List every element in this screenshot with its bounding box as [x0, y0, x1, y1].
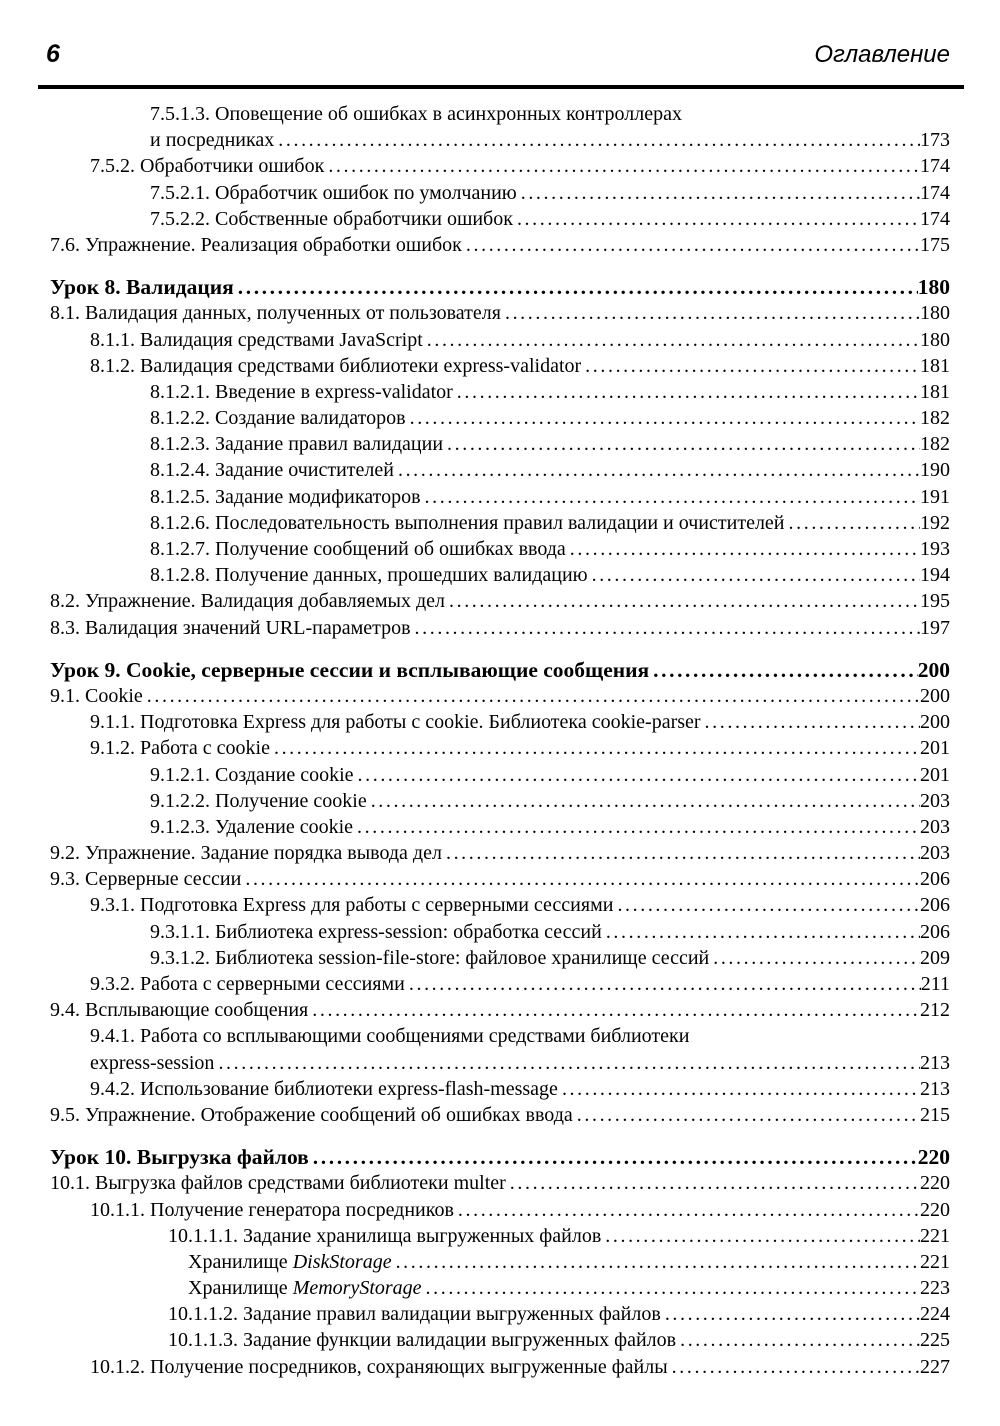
- dot-leader: [309, 1144, 918, 1170]
- entry-title: Хранилище: [188, 1277, 288, 1300]
- entry-page-number: 191: [920, 485, 950, 508]
- toc-entry: [50, 892, 950, 918]
- entry-title: 7.5.1.3. Оповещение об ошибках в асинхронных контроллерах: [150, 103, 682, 125]
- entry-page-number: 182: [920, 433, 950, 456]
- toc-entry: [50, 457, 950, 483]
- dot-leader: [785, 510, 920, 536]
- dot-leader: [506, 1170, 920, 1196]
- entry-title: 9.1.2. Работа с cookie: [90, 737, 270, 760]
- dot-leader: [394, 457, 920, 483]
- toc-entry: [50, 762, 950, 788]
- entry-page-number: 209: [920, 946, 950, 969]
- entry-title: 9.1.2.2. Получение cookie: [150, 789, 367, 812]
- entry-page-number: 201: [920, 737, 950, 760]
- toc-entry: [50, 1301, 950, 1327]
- toc-entry: [50, 1223, 950, 1249]
- entry-page-number: 220: [920, 1198, 950, 1221]
- toc-entry: [50, 206, 950, 232]
- dot-leader: [581, 353, 920, 379]
- dot-leader: [274, 127, 920, 153]
- entry-title: express-session: [90, 1051, 215, 1074]
- entry-page-number: 225: [920, 1329, 950, 1352]
- entry-title: 7.5.2. Обработчики ошибок: [90, 155, 325, 178]
- entry-title: 9.4.2. Использование библиотеки express-flash-message: [90, 1077, 558, 1100]
- dot-leader: [422, 1275, 920, 1301]
- entry-title: 9.5. Упражнение. Отображение сообщений об ошибках ввода: [50, 1103, 573, 1126]
- dot-leader: [421, 484, 920, 510]
- dot-leader: [513, 206, 920, 232]
- entry-title: 7.5.2.1. Обработчик ошибок по умолчанию: [150, 181, 517, 204]
- entry-title: 8.1.2.2. Создание валидаторов: [150, 407, 406, 430]
- dot-leader: [676, 1327, 920, 1353]
- dot-leader: [308, 997, 920, 1023]
- entry-title: 10.1. Выгрузка файлов средствами библиотеки multer: [50, 1172, 506, 1195]
- entry-title: 8.1.2.1. Введение в express-validator: [150, 380, 453, 403]
- dot-leader: [143, 683, 920, 709]
- entry-title: 8.3. Валидация значений URL-параметров: [50, 616, 411, 639]
- entry-page-number: 195: [920, 590, 950, 613]
- toc-entry: [50, 735, 950, 761]
- toc-entry: [50, 1076, 950, 1102]
- entry-page-number: 200: [920, 684, 950, 707]
- entry-title: 9.1. Cookie: [50, 684, 143, 707]
- entry-page-number: 201: [920, 763, 950, 786]
- toc-entry: [50, 945, 950, 971]
- entry-page-number: 193: [920, 538, 950, 560]
- entry-title: 7.6. Упражнение. Реализация обработки ошибок: [50, 233, 462, 256]
- dot-leader: [214, 1050, 920, 1076]
- toc-entry: [50, 657, 950, 683]
- dot-leader: [241, 866, 920, 892]
- entry-title: 8.1.2.6. Последовательность выполнения правил валидации и очистителей: [150, 511, 785, 534]
- dot-leader: [367, 788, 920, 814]
- toc-entry: [50, 1249, 950, 1275]
- entry-title: 9.3.1.2. Библиотека session-file-store: файловое хранилище сессий: [150, 946, 710, 969]
- entry-page-number: 203: [920, 789, 950, 812]
- dot-leader: [353, 814, 920, 840]
- entry-title: и посредниках: [150, 129, 275, 152]
- toc-entry: [50, 274, 950, 300]
- entry-title-italic: MemoryStorage: [292, 1277, 422, 1300]
- entry-title: Урок 8. Валидация: [50, 275, 234, 300]
- entry-page-number: 213: [920, 1077, 950, 1100]
- page-number: 6: [46, 40, 60, 68]
- toc-entry: [50, 300, 950, 326]
- toc-entry: [50, 788, 950, 814]
- toc-entry: [50, 353, 950, 379]
- entry-page-number: 221: [920, 1224, 950, 1247]
- entry-title: 10.1.2. Получение посредников, сохраняющих выгруженные файлы: [90, 1355, 668, 1378]
- dot-leader: [443, 431, 920, 457]
- entry-page-number: 174: [920, 155, 950, 178]
- entry-title: 10.1.1.3. Задание функции валидации выгруженных файлов: [168, 1329, 677, 1352]
- entry-page-number: 203: [920, 842, 950, 865]
- dot-leader: [649, 657, 918, 683]
- entry-page-number: 220: [920, 1172, 950, 1195]
- entry-title: 8.1.2.3. Задание правил валидации: [150, 433, 444, 456]
- entry-title: 9.4.1. Работа со всплывающими сообщениями средствами библиотеки: [90, 1025, 690, 1048]
- toc-entry: [50, 327, 950, 353]
- dot-leader: [445, 588, 920, 614]
- entry-title: 9.4. Всплывающие сообщения: [50, 999, 309, 1022]
- dot-leader: [324, 153, 920, 179]
- toc-entry: [50, 1144, 950, 1170]
- dot-leader: [270, 735, 920, 761]
- toc-list: [50, 101, 950, 1380]
- toc-entry: [50, 232, 950, 258]
- entry-title: 8.1.2. Валидация средствами библиотеки express-validator: [90, 354, 582, 377]
- toc-entry: [50, 1327, 950, 1353]
- dot-leader: [392, 1249, 920, 1275]
- entry-title: 8.1.2.7. Получение сообщений об ошибках ввода: [150, 538, 566, 560]
- entry-title: 9.1.2.1. Создание cookie: [150, 763, 354, 786]
- toc-entry: [50, 1050, 950, 1076]
- entry-page-number: 180: [920, 328, 950, 351]
- entry-page-number: 221: [920, 1250, 950, 1273]
- entry-page-number: 220: [917, 1145, 950, 1170]
- entry-page-number: 190: [920, 459, 950, 482]
- entry-page-number: 174: [920, 181, 950, 204]
- entry-title: Урок 10. Выгрузка файлов: [50, 1145, 309, 1170]
- toc-entry: [50, 683, 950, 709]
- entry-page-number: 211: [920, 973, 950, 995]
- entry-title: 10.1.1.2. Задание правил валидации выгруженных файлов: [168, 1303, 661, 1326]
- dot-leader: [558, 1076, 920, 1102]
- entry-title: 9.1.2.3. Удаление cookie: [150, 815, 354, 838]
- entry-title: 8.1.1. Валидация средствами JavaScript: [90, 328, 423, 351]
- entry-page-number: 224: [920, 1303, 950, 1326]
- dot-leader: [442, 840, 920, 866]
- toc-entry: [50, 615, 950, 641]
- entry-page-number: 206: [920, 894, 950, 917]
- entry-title: Хранилище: [188, 1250, 288, 1273]
- toc-entry: [50, 484, 950, 510]
- dot-leader: [573, 1102, 920, 1128]
- dot-leader: [405, 971, 921, 997]
- entry-title: 9.3. Серверные сессии: [50, 868, 242, 891]
- toc-entry: [50, 588, 950, 614]
- entry-page-number: 206: [920, 920, 950, 943]
- entry-page-number: 181: [920, 380, 950, 403]
- dot-leader: [423, 327, 920, 353]
- dot-leader: [701, 709, 920, 735]
- toc-entry: [50, 866, 950, 892]
- toc-entry: [50, 1170, 950, 1196]
- entry-title: 7.5.2.2. Собственные обработчики ошибок: [150, 207, 513, 230]
- toc-entry: [50, 405, 950, 431]
- entry-page-number: 227: [920, 1355, 950, 1378]
- entry-title: 9.3.1.1. Библиотека express-session: обработка сессий: [150, 920, 602, 943]
- entry-page-number: 203: [920, 815, 950, 838]
- entry-title: 10.1.1. Получение генератора посредников: [90, 1198, 454, 1221]
- toc-entry: [50, 971, 950, 997]
- header-title: Оглавление: [814, 41, 950, 68]
- dot-leader: [709, 945, 920, 971]
- toc-entry: [50, 919, 950, 945]
- entry-page-number: 200: [917, 657, 950, 682]
- dot-leader: [454, 1197, 920, 1223]
- dot-leader: [601, 1223, 920, 1249]
- entry-title: 8.1.2.5. Задание модификаторов: [150, 485, 421, 508]
- toc-entry: [50, 1102, 950, 1128]
- dot-leader: [602, 919, 920, 945]
- toc-entry: [50, 840, 950, 866]
- entry-page-number: 206: [920, 868, 950, 891]
- entry-page-number: 173: [920, 129, 950, 152]
- toc-entry: [50, 127, 950, 153]
- dot-leader: [453, 379, 920, 405]
- entry-title: Урок 9. Cookie, серверные сессии и всплывающие сообщения: [50, 657, 650, 682]
- dot-leader: [234, 274, 918, 300]
- toc-entry: [50, 379, 950, 405]
- toc-entry-first-line: [50, 101, 950, 127]
- entry-title: 8.1.2.4. Задание очистителей: [150, 459, 394, 482]
- entry-page-number: 197: [920, 616, 950, 639]
- dot-leader: [668, 1354, 920, 1380]
- entry-page-number: 194: [920, 564, 950, 587]
- entry-title: 10.1.1.1. Задание хранилища выгруженных файлов: [168, 1224, 602, 1247]
- entry-title: 8.1.2.8. Получение данных, прошедших валидацию: [150, 564, 588, 587]
- entry-page-number: 213: [920, 1051, 950, 1074]
- dot-leader: [406, 405, 920, 431]
- dot-leader: [354, 762, 920, 788]
- entry-title: 9.2. Упражнение. Задание порядка вывода дел: [50, 842, 442, 865]
- entry-page-number: 174: [920, 207, 950, 230]
- entry-page-number: 200: [920, 711, 950, 734]
- entry-page-number: 215: [920, 1103, 950, 1126]
- entry-page-number: 182: [920, 407, 950, 430]
- header-rule: [38, 85, 964, 89]
- entry-page-number: 223: [920, 1277, 950, 1300]
- entry-page-number: 192: [920, 511, 950, 534]
- toc-entry: [50, 1354, 950, 1380]
- entry-title: 9.1.1. Подготовка Express для работы с cookie. Библиотека cookie-parser: [90, 711, 701, 734]
- toc-entry: [50, 510, 950, 536]
- entry-title: 9.3.2. Работа с серверными сессиями: [90, 973, 405, 995]
- entry-title: 8.2. Упражнение. Валидация добавляемых дел: [50, 590, 445, 613]
- entry-title: 9.3.1. Подготовка Express для работы с серверными сессиями: [90, 894, 614, 917]
- toc-entry: [50, 431, 950, 457]
- running-head: [46, 40, 950, 69]
- entry-page-number: 175: [920, 233, 950, 256]
- dot-leader: [566, 536, 920, 562]
- toc-entry: [50, 536, 950, 562]
- toc-entry: [50, 709, 950, 735]
- toc-entry: [50, 1275, 950, 1301]
- toc-entry: [50, 562, 950, 588]
- entry-page-number: 180: [917, 275, 950, 300]
- dot-leader: [613, 892, 920, 918]
- toc-entry: [50, 814, 950, 840]
- entry-title-italic: DiskStorage: [292, 1250, 392, 1273]
- toc-entry: [50, 180, 950, 206]
- dot-leader: [517, 180, 920, 206]
- dot-leader: [661, 1301, 920, 1327]
- entry-title: 8.1. Валидация данных, полученных от пользователя: [50, 302, 501, 325]
- entry-page-number: 212: [920, 999, 950, 1022]
- toc-entry: [50, 997, 950, 1023]
- entry-page-number: 180: [920, 302, 950, 325]
- dot-leader: [411, 615, 920, 641]
- entry-page-number: 181: [920, 354, 950, 377]
- toc-entry-first-line: [50, 1023, 950, 1049]
- dot-leader: [588, 562, 920, 588]
- dot-leader: [501, 300, 920, 326]
- dot-leader: [462, 232, 920, 258]
- toc-entry: [50, 1197, 950, 1223]
- toc-entry: [50, 153, 950, 179]
